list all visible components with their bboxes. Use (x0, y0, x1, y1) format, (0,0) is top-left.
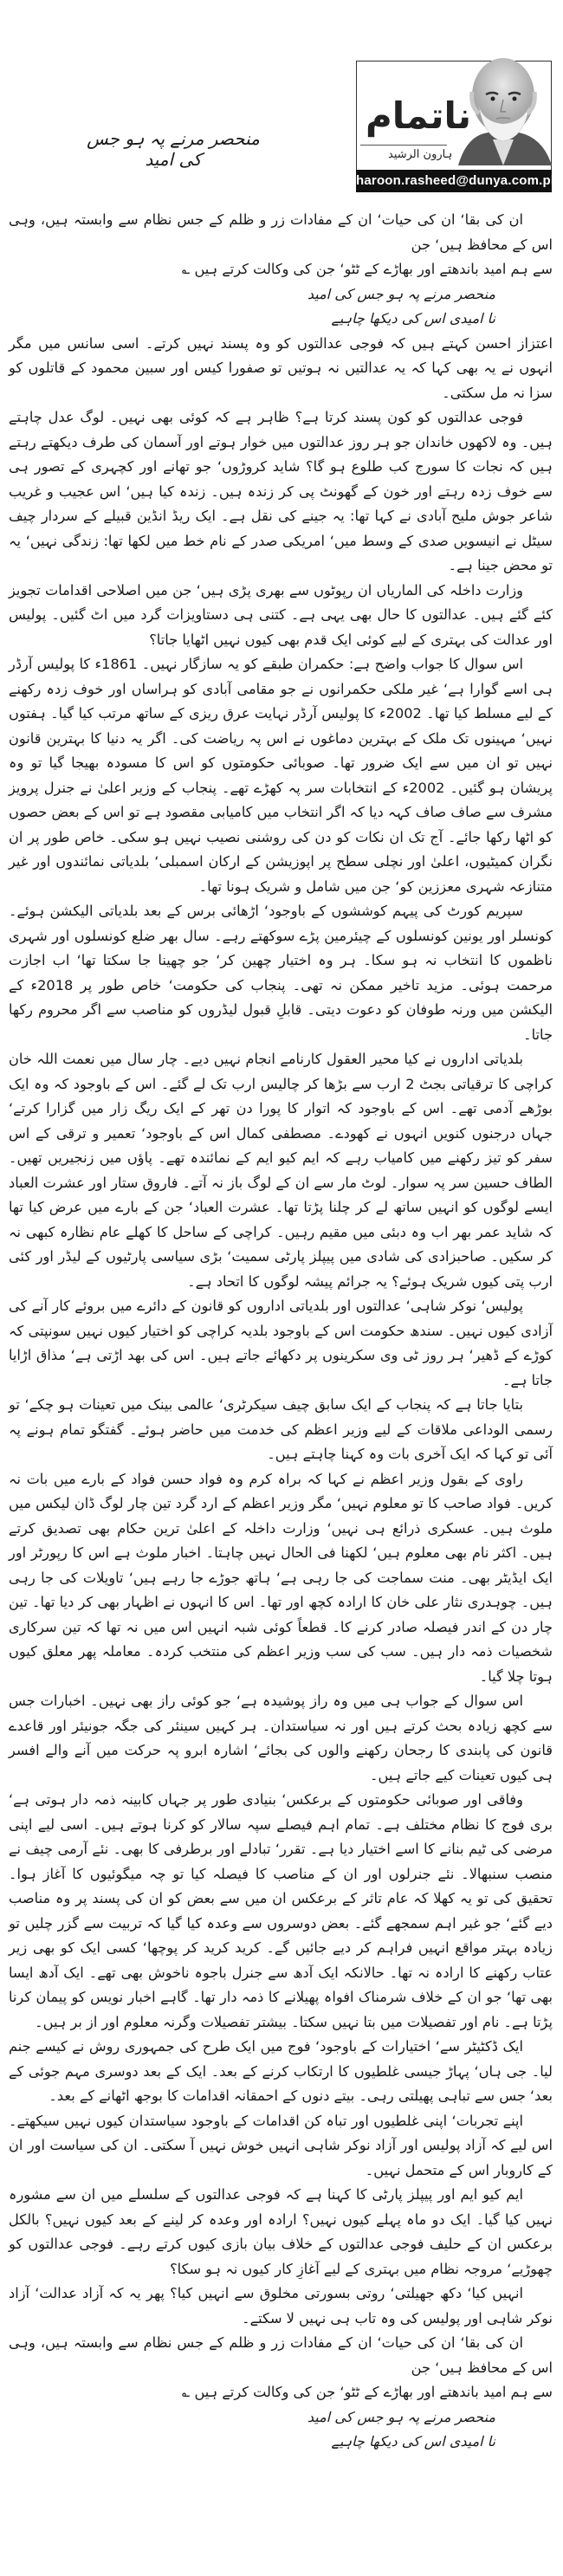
logo-divider (360, 145, 447, 146)
paragraph: راوی کے بقول وزیر اعظم نے کہا کہ براہ کرم وہ فواد حسن فواد کے بارے میں بات نہ کریں۔ فواد صاحب کا تو معلوم نہیں‘ مگر وزیر اعظم کے ارد گرد تین چار لوگ ڈان لیکس میں ملوث ہیں۔ عسکری ذرائع ہی نہیں‘ وزارت داخلہ کے اعلیٰ ترین حکام بھی تصدیق کرتے ہیں۔ اکثر نام بھی معلوم ہیں‘ لکھنا فی الحال نہیں چاہتا۔ اخبار ملوث ہے اس کا رپورٹر اور ایک ایڈیٹر بھی۔ منت سماجت کی جا رہی ہے‘ ہاتھ جوڑے جا رہے ہیں‘ تاویلات کی جا رہی ہیں۔ چوہدری نثار علی خان کا ارادہ کچھ اور تھا۔ اس کا انہوں نے اظہار بھی کر دیا تھا۔ تین چار دن کے اندر فیصلہ صادر کرنے کا۔ قطعاً کوئی شبہ انہیں اس میں نہ تھا کہ تین سرکاری شخصیات ذمہ دار ہیں۔ سب کی سب وزیر اعظم کی منتخب کردہ۔ معاملہ پھر معلق کیوں ہوتا چلا گیا۔ (9, 1470, 553, 1685)
verse-line: نا امیدی اس کی دیکھا چاہیے (331, 310, 495, 327)
opening-quote (9, 208, 553, 332)
paragraph: ایم کیو ایم اور پیپلز پارٹی کا کہنا ہے کہ فوجی عدالتوں کے سلسلے میں ان سے مشورہ نہیں کیا گیا۔ ایک دو ماہ پہلے کیوں نہیں؟ ارادہ اور وعدہ کر لینے کے بعد کیوں نہیں؟ بالکل برعکس ان کے حلیف فوجی عدالتوں کے خلاف بیان بازی کیوں کرتے رہے۔ فوجی عدالتوں کو چھوڑیے‘ مروجہ نظام میں بہتری کے لیے آغازِ کار کیوں نہ ہو سکا؟ (9, 2186, 553, 2277)
quote-line: سے ہم امید باندھتے اور بھاڑے کے ٹٹو‘ جن کی وکالت کرتے ہیں ؎ (181, 2384, 553, 2400)
article-headline: منحصر مرنے پہ ہو جس کی امید (87, 128, 260, 170)
article-body (0, 208, 563, 2455)
closing-quote (9, 2331, 553, 2455)
author-email[interactable]: haroon.rasheed@dunya.com.pk (356, 170, 552, 192)
paragraph: بتایا جاتا ہے کہ پنجاب کے ایک سابق چیف سیکرٹری‘ عالمی بینک میں تعینات ہو چکے‘ تو رسمی الوداعی ملاقات کے لیے وزیر اعظم کی خدمت میں حاضر ہوئے۔ گفتگو تمام ہونے پہ آئی تو کہا کہ ایک آخری بات وہ کہنا چاہتے ہیں۔ (9, 1396, 553, 1462)
quote-line: ان کی بقا‘ ان کی حیات‘ ان کے مفادات زر و ظلم کے جس نظام سے وابستہ ہیں، وہی اس کے محافظ ہیں‘ جن (9, 211, 553, 253)
verse-line: منحصر مرنے پہ ہو جس کی امید (307, 2408, 495, 2425)
paragraph: بلدیاتی اداروں نے کیا محیر العقول کارنامے انجام نہیں دیے۔ چار سال میں نعمت اللہ خان کراچی کا ترقیاتی بجٹ 2 ارب سے بڑھا کر چالیس ارب تک لے گئے۔ اس کے باوجود کہ وہ ایک بوڑھے آدمی تھے۔ اس کے باوجود کہ اتوار کا پورا دن تھر کے ایک ریگ زار میں گزارا کرتے‘ جہاں درجنوں کنویں انہوں نے کھودے۔ مصطفی کمال اس کے باوجود‘ تعمیر و ترقی کے اس سفر کو تیز رکھنے میں کامیاب رہے کہ ایم کیو ایم کے نمائندہ تھے۔ پاؤں میں زنجیریں تھیں۔ الطاف حسین سر پہ سوار۔ لوٹ مار سے ان کے لوگ باز نہ آتے۔ فاروق ستار اور عشرت العباد ایسے لوگوں کو انہیں ساتھ لے کر چلنا پڑتا تھا۔ عشرت العباد‘ جن کے بارے میں عرض کیا تھا کہ شاید عمر بھر اب وہ دبئی میں مقیم رہیں۔ کراچی کے ساحل کا کھلے عام نظارہ کبھی نہ کر سکیں۔ صاحبزادی کی شادی میں پیپلز پارٹی سمیت‘ بڑی سیاسی پارٹیوں کے لیڈر اور کئی ارب پتی کیوں شریک ہوئے؟ یہ جرائم پیشہ لوگوں کا اتحاد ہے۔ (9, 1051, 553, 1290)
column-name: ناتمام (366, 94, 472, 137)
quote-line: ان کی بقا‘ ان کی حیات‘ ان کے مفادات زر و ظلم کے جس نظام سے وابستہ ہیں، وہی اس کے محافظ ہیں‘ جن (9, 2334, 553, 2376)
paragraph: اعتزاز احسن کہتے ہیں کہ فوجی عدالتوں کو وہ پسند نہیں کرتے۔ اسی سانس میں مگر انہوں نے یہ بھی کہا کہ یہ عدالتیں نہ ہوتیں تو صفورا کیس اور سبین محمود کے قاتلوں کو سزا نہ مل سکتی۔ (9, 334, 553, 401)
paragraph: انہیں کیا‘ دکھ جھیلتی‘ روتی بسورتی مخلوق سے انہیں کیا؟ پھر یہ کہ آزاد عدالت‘ آزاد نوکر شاہی اور پولیس کی وہ تاب ہی نہیں لا سکتے۔ (9, 2285, 553, 2327)
paragraph: پولیس‘ نوکر شاہی‘ عدالتوں اور بلدیاتی اداروں کو قانون کے دائرے میں بروئے کار آنے کی آزادی کیوں نہیں۔ سندھ حکومت اس کے باوجود بلدیہ کراچی کو اختیار کیوں نہیں سونپتی کہ کوڑے کے ڈھیر‘ ہر روز ٹی وی سکرینوں پر دکھائے جاتے ہیں۔ اس کی بھد اڑتی ہے‘ مذاق اڑایا جاتا ہے۔ (9, 1298, 553, 1388)
verse-line: نا امیدی اس کی دیکھا چاہیے (331, 2433, 495, 2450)
paragraph: فوجی عدالتوں کو کون پسند کرتا ہے؟ ظاہر ہے کہ کوئی بھی نہیں۔ لوگ عدل چاہتے ہیں۔ وہ لاکھوں خاندان جو ہر روز عدالتوں میں خوار ہوتے اور آسمان کی طرف دیکھتے رہتے ہیں کہ نجات کا سورج کب طلوع ہو گا؟ شاید کروڑوں‘ جو تھانے اور کچہری کے تصور ہی سے خوف زدہ رہتے اور خون کے گھونٹ پی کر زندہ ہیں۔ زندہ کیا ہیں‘ اس عجیب و غریب شاعر جوش ملیح آبادی نے کہا تھا: یہ جینے کی نقل ہے۔ ایک ریڈ انڈین قبیلے کے سردار چیف سیٹل نے انیسویں صدی کے وسط میں‘ امریکی صدر کے نام خط میں لکھا تھا: زندگی نہیں‘ یہ تو محض جینا ہے۔ (9, 409, 553, 573)
paragraph: اس سوال کا جواب واضح ہے: حکمران طبقے کو یہ سازگار نہیں۔ 1861ء کا پولیس آرڈر ہی اسے گوارا ہے‘ غیر ملکی حکمرانوں نے جو مقامی آبادی کو ہراساں اور خوف زدہ رکھنے کے لیے مسلط کیا تھا۔ 2002ء کا پولیس آرڈر نہایت عرق ریزی کے ساتھ مرتب کیا گیا۔ ہفتوں نہیں‘ مہینوں تک ملک کے بہترین دماغوں نے اس پہ ریاضت کی۔ اگر یہ دنیا کا بہترین قانون نہیں تو ان میں سے ایک ضرور تھا۔ صوبائی حکومتوں کو اس کا مسودہ بھیجا گیا تو وہ پریشان ہو گئیں۔ 2002ء کے انتخابات سر پہ کھڑے تھے۔ پنجاب کے وزیر اعلیٰ نے جنرل پرویز مشرف سے صاف صاف کہہ دیا کہ اگر انتخاب میں کامیابی مقصود ہے تو اس کے بعض حصوں کو اٹھا رکھا جائے۔ آج تک ان نکات کو دن کی روشنی نصیب نہیں ہو سکی۔ خاص طور پر ان نگران کمیٹیوں، اعلیٰ اور نچلی سطح پر اپوزیشن کے ارکان اسمبلی‘ بلدیاتی نمائندوں اور غیر متنازعہ شہری معززین کو‘ جن میں شامل و شریک ہونا تھا۔ (9, 656, 553, 895)
column-logo (356, 61, 559, 192)
paragraph: اپنے تجربات‘ اپنی غلطیوں اور تباہ کن اقدامات کے باوجود سیاستدان کیوں نہیں سیکھتے۔ اس لیے کہ آزاد پولیس اور آزاد نوکر شاہی انہیں خوش نہیں آ سکتی۔ ان کی سیاست اور ان کے کاروبار اس کے متحمل نہیں۔ (9, 2112, 553, 2178)
quote-line: سے ہم امید باندھتے اور بھاڑے کے ٹٹو‘ جن کی وکالت کرتے ہیں ؎ (181, 261, 553, 277)
column-header (0, 0, 563, 208)
paragraph: وزارت داخلہ کی الماریاں ان رپوٹوں سے بھری پڑی ہیں‘ جن میں اصلاحی اقدامات تجویز کئے گئے ہیں۔ عدالتوں کا حال بھی یہی ہے۔ کتنی ہی دستاویزات گرد میں اٹ گئیں۔ پولیس اور عدالت کی بہتری کے لیے کوئی ایک قدم بھی کیوں نہیں اٹھایا جاتا؟ (9, 581, 553, 648)
author-name: ہارون الرشید (388, 148, 453, 161)
paragraph: وفاقی اور صوبائی حکومتوں کے برعکس‘ بنیادی طور پر جہاں کابینہ ذمہ دار ہوتی ہے‘ بری فوج کا نظام مختلف ہے۔ تمام اہم فیصلے سپہ سالار کو کرنا ہوتے ہیں۔ اسی لیے اپنی مرضی کی ٹیم بنانے کا اسے اختیار دیا ہے۔ تقرر‘ تبادلے اور برطرفی کا بھی۔ نئے آرمی چیف نے منصب سنبھالا۔ نئے جنرلوں اور ان کے مناصب کا فیصلہ کیا تو چہ میگوئیوں کا آغاز ہوا۔ تحقیق کی تو یہ کھلا کہ عام تاثر کے برعکس ان میں سے بعض کو ان کی پسند پر وہ مناصب دیے گئے‘ جو غیر اہم سمجھے گئے۔ بعض دوسروں سے وعدہ کیا گیا کہ تربیت سے گزر چلیں تو زیادہ بہتر مواقع انہیں فراہم کر دیے جائیں گے۔ کرید کرید کر پوچھا‘ کسی ایک کو بھی زیر عتاب رکھنے کا ارادہ نہ تھا۔ حالانکہ ایک آدھ سے جنرل باجوہ ناخوش بھی تھے۔ ایک آدھ ایسا بھی تھا‘ جو ان کے خلاف شرمناک افواہ پھیلانے کا ذمہ دار تھا۔ گاہے اخبار نویس کو پیمان کرنا پڑتا ہے۔ نام اور تفصیلات میں بتا نہیں سکتا۔ بیشتر تفصیلات وگرنہ معلوم اور از بر ہیں۔ (9, 1791, 553, 2030)
paragraph: سپریم کورٹ کی پیہم کوششوں کے باوجود‘ اڑھائی برس کے بعد بلدیاتی الیکشن ہوئے۔ کونسلر اور یونین کونسلوں کے چیئرمین پڑے سوکھتے رہے۔ سال بھر ضلع کونسلوں اور شہری ناظموں کا انتخاب نہ ہو سکا۔ ہر وہ اختیار چھین کر‘ جو چھینا جا سکتا تھا‘ اب اجازت مرحمت ہوئی۔ مزید تاخیر ممکن نہ تھی۔ پنجاب کی حکومت‘ خاص طور پر 2018ء کے الیکشن میں ورنہ طوفان کو دعوت دیتی۔ قابلِ قبول لیڈروں کو مناصب سے اگر محروم رکھا جاتا۔ (9, 903, 553, 1043)
verse-line: منحصر مرنے پہ ہو جس کی امید (307, 285, 495, 302)
paragraph: اس سوال کے جواب ہی میں وہ راز پوشیدہ ہے‘ جو کوئی راز بھی نہیں۔ اخبارات جس سے کچھ زیادہ بحث کرتے ہیں اور نہ سیاستدان۔ ہر کہیں سینئر کی جگہ جونیئر اور قاعدے قانون کی پابندی کا رجحان رکھنے والوں کی بجائے‘ اشارہ ابرو پہ حرکت میں آنے والے افسر ہی کیوں تعینات کیے جاتے ہیں۔ (9, 1693, 553, 1783)
paragraph: ایک ڈکٹیٹر سے‘ اختیارات کے باوجود‘ فوج میں ایک طرح کی جمہوری روش نے کیسے جنم لیا۔ جی ہاں‘ پہاڑ جیسی غلطیوں کا ارتکاب کرنے کے بعد۔ ایک کے بعد دوسری مہم جوئی کے بعد‘ جس سے تباہی پھیلتی رہی۔ بیتے دنوں کے احمقانہ اقدامات کا بوجھ اٹھانے کے بعد۔ (9, 2038, 553, 2104)
